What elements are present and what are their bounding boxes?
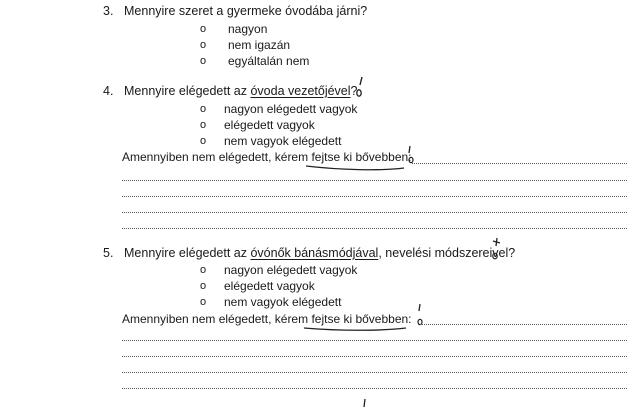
radio-bullet[interactable]: o (200, 103, 207, 115)
question-text-end: , nevelési módszereivel? (378, 246, 516, 260)
q5-explain-prompt: Amennyiben nem elégedett, kérem fejtse ki bővebben: (122, 312, 412, 326)
radio-bullet[interactable]: o (200, 119, 207, 131)
question-number: 3. (103, 4, 114, 18)
answer-line[interactable] (122, 340, 627, 341)
radio-bullet[interactable]: o (200, 23, 207, 35)
option-label: elégedett vagyok (224, 118, 315, 132)
radio-bullet[interactable]: o (200, 264, 207, 276)
answer-line[interactable] (122, 388, 627, 389)
answer-line[interactable] (122, 180, 627, 181)
option-label: nagyon elégedett vagyok (224, 263, 358, 277)
option-label: nem vagyok elégedett (224, 295, 342, 309)
radio-bullet[interactable]: o (200, 55, 207, 67)
question-text-start: Mennyire elégedett az (124, 246, 251, 260)
answer-line[interactable] (122, 212, 627, 213)
question-text (124, 246, 515, 261)
underlined-phrase: óvónők bánásmódjával (250, 246, 379, 260)
handwritten-mark (354, 74, 368, 100)
handwritten-underline (300, 140, 425, 172)
question-text (124, 84, 358, 99)
option-label: nem igazán (228, 38, 291, 52)
radio-bullet[interactable]: o (200, 135, 207, 147)
question-number: 5. (103, 246, 114, 260)
answer-line[interactable] (412, 163, 627, 164)
option-label: elégedett vagyok (224, 279, 315, 293)
question-text: Mennyire szeret a gyermeke óvodába járni? (124, 4, 368, 18)
answer-line[interactable] (122, 228, 627, 229)
question-text-start: Mennyire elégedett az (124, 84, 251, 98)
handwritten-mark (360, 398, 368, 408)
handwritten-mark (488, 236, 504, 262)
q4-explain-prompt: Amennyiben nem elégedett, kérem fejtse ki bővebben: (122, 150, 412, 164)
answer-line[interactable] (122, 356, 627, 357)
radio-bullet[interactable]: o (200, 39, 207, 51)
option-label: egyáltalán nem (228, 54, 310, 68)
option-label: nem vagyok elégedett (224, 134, 342, 148)
radio-bullet[interactable]: o (200, 296, 207, 308)
option-label: nagyon (228, 22, 268, 36)
question-number: 4. (103, 84, 114, 98)
handwritten-underline (300, 300, 430, 334)
underlined-phrase: óvoda vezetőjével (250, 84, 351, 98)
answer-line[interactable] (418, 324, 627, 325)
radio-bullet[interactable]: o (200, 280, 207, 292)
question-text-end: ? (350, 84, 358, 98)
answer-line[interactable] (122, 372, 627, 373)
answer-line[interactable] (122, 196, 627, 197)
option-label: nagyon elégedett vagyok (224, 102, 358, 116)
